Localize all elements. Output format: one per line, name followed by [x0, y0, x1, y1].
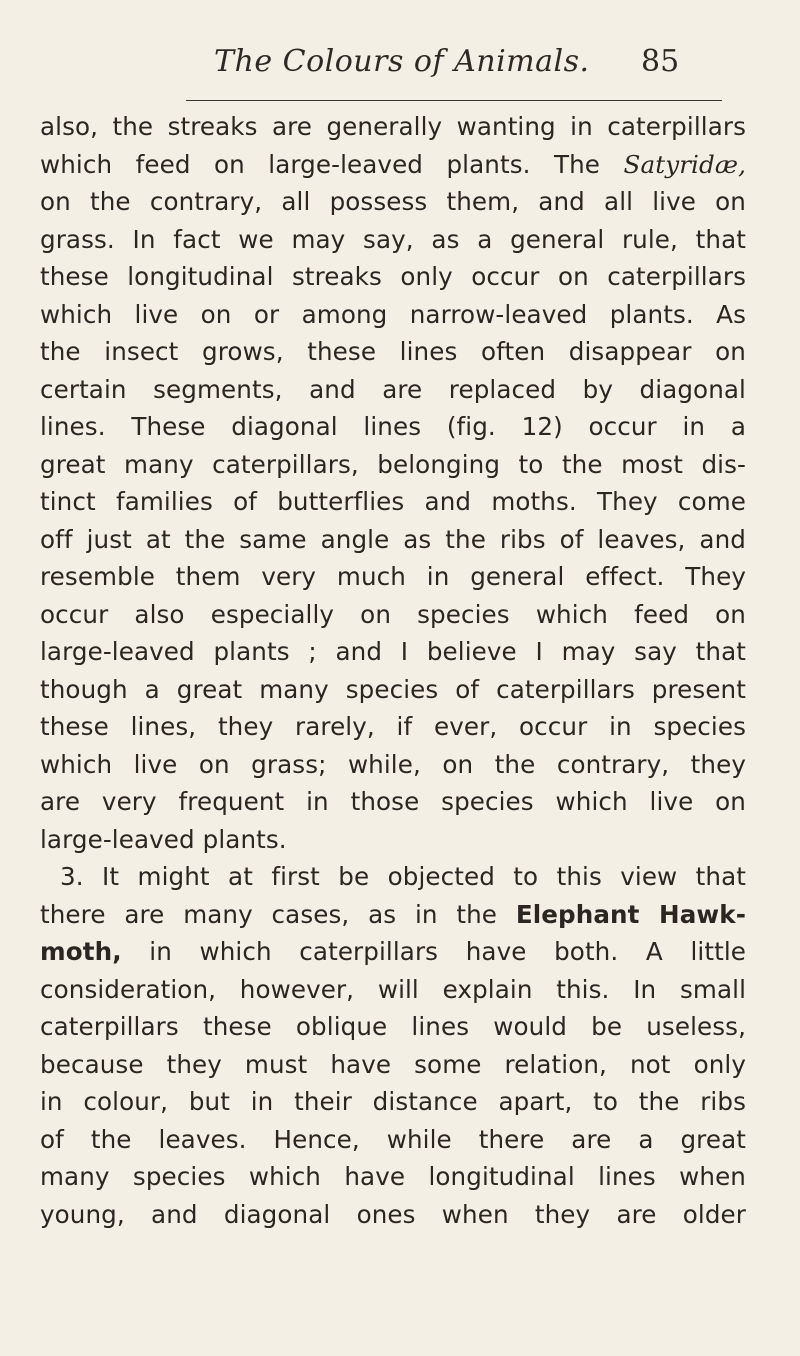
text-line: off just at the same angle as the ribs of leaves, and [40, 524, 746, 554]
text-line: though a great many species of caterpillars present [40, 674, 746, 704]
running-head [186, 44, 746, 104]
text-line: these longitudinal streaks only occur on caterpillars [40, 262, 746, 291]
italic-term: Satyridæ, [623, 149, 746, 179]
text-line: tinct families of butterflies and moths. They come [40, 487, 746, 516]
running-title: The Colours of Animals. [214, 44, 590, 79]
text-run: which feed on large-leaved plants. The [40, 149, 624, 179]
text-line: 3. It might at first be objected to this view that [60, 862, 746, 891]
text-line: on the contrary, all possess them, and all live on [40, 187, 746, 216]
text-line: moth, in which caterpillars have both. A little [40, 937, 746, 966]
text-line: in colour, but in their distance apart, to the ribs [40, 1087, 746, 1116]
body-text [40, 108, 746, 1233]
text-line: large-leaved plants ; and I believe I may say that [40, 637, 746, 666]
text-line: which live on grass; while, on the contrary, they [40, 749, 746, 779]
text-line: these lines, they rarely, if ever, occur in species [40, 712, 746, 741]
bold-term: moth, [40, 937, 122, 966]
text-line [40, 146, 746, 184]
text-line: lines. These diagonal lines (fig. 12) occur in a [40, 412, 746, 441]
text-line: large-leaved plants. [40, 824, 287, 854]
text-line: occur also especially on species which feed on [40, 599, 746, 629]
text-line: of the leaves. Hence, while there are a great [40, 1124, 746, 1154]
text-line: consideration, however, will explain this. In small [40, 974, 746, 1004]
text-line: young, and diagonal ones when they are older [40, 1199, 746, 1229]
text-run: there are many cases, as in the [40, 899, 516, 929]
text-line [40, 896, 746, 934]
text-line: the insect grows, these lines often disappear on [40, 337, 746, 366]
text-line: grass. In fact we may say, as a general rule, that [40, 224, 746, 254]
text-line: caterpillars these oblique lines would be useless, [40, 1012, 746, 1041]
text-line: certain segments, and are replaced by diagonal [40, 374, 746, 404]
text-line: many species which have longitudinal lines when [40, 1162, 746, 1191]
text-line: great many caterpillars, belonging to the most dis- [40, 449, 746, 479]
text-line: also, the streaks are generally wanting in caterpillars [40, 112, 746, 141]
text-line: resemble them very much in general effect. They [40, 562, 746, 591]
page-number: 85 [641, 44, 680, 79]
text-line: are very frequent in those species which live on [40, 787, 746, 816]
bold-term: Elephant Hawk- [515, 899, 747, 929]
text-line: which live on or among narrow-leaved plants. As [40, 299, 746, 329]
header-rule [186, 100, 722, 101]
text-line: because they must have some relation, not only [40, 1049, 746, 1079]
